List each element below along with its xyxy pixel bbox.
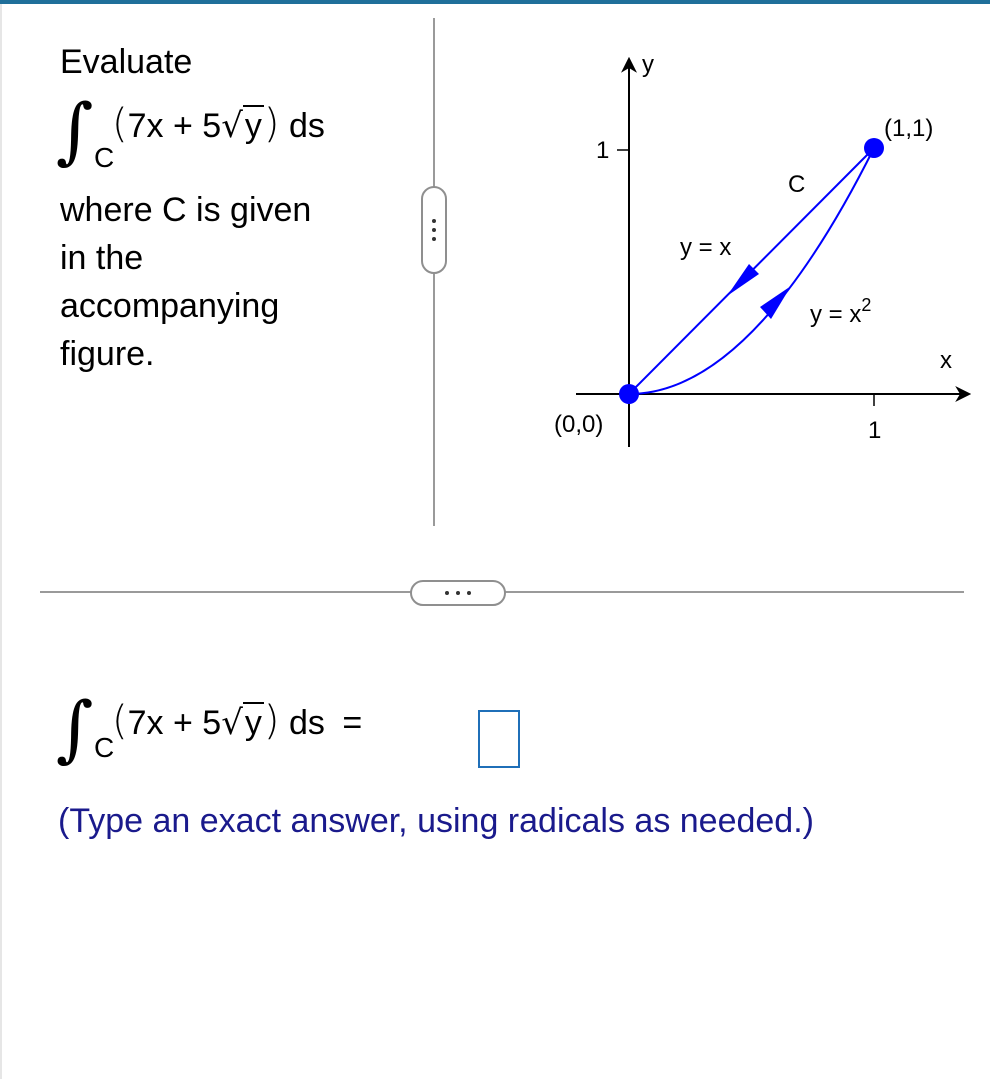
- plus-sign: +: [172, 107, 193, 145]
- term-7x: 7x: [127, 704, 164, 742]
- origin-label: (0,0): [554, 411, 604, 438]
- answer-input[interactable]: [478, 710, 520, 768]
- more-dots-icon: [432, 219, 436, 223]
- integrand: [112, 698, 362, 744]
- top-accent-bar: [0, 0, 990, 4]
- description-line: figure.: [60, 335, 155, 373]
- radicand: y: [244, 107, 262, 145]
- coef-5: 5: [202, 107, 222, 145]
- open-paren: (: [112, 101, 128, 147]
- integral-sign: ∫: [56, 686, 94, 770]
- integrand: [112, 100, 325, 150]
- parabola-label-base: y = x: [810, 301, 862, 328]
- question-panel: [56, 38, 390, 378]
- sqrt-y: [221, 102, 264, 150]
- x-tick-label: 1: [868, 417, 882, 444]
- description-line: where C is given: [60, 191, 312, 229]
- integral-subscript: C: [94, 732, 115, 763]
- horizontal-resize-handle[interactable]: [410, 580, 506, 606]
- coef-5: 5: [202, 704, 222, 742]
- differential: ds: [288, 107, 325, 145]
- radicand: y: [244, 704, 262, 742]
- answer-row: [56, 684, 660, 784]
- more-dots-icon: [432, 228, 436, 232]
- differential: ds: [288, 704, 325, 742]
- y-tick-label: 1: [596, 137, 610, 164]
- question-description: [60, 186, 390, 378]
- prompt-word: Evaluate: [60, 43, 193, 81]
- open-paren: (: [112, 698, 128, 744]
- curve-figure: [540, 40, 980, 460]
- sqrt-y: [221, 703, 264, 743]
- close-paren: ): [263, 101, 280, 147]
- plus-sign: +: [172, 704, 193, 742]
- answer-hint: (Type an exact answer, using radicals as needed.): [58, 802, 814, 840]
- more-dots-icon: [467, 591, 471, 595]
- x-axis-label: x: [940, 347, 952, 374]
- left-edge: [0, 4, 2, 1079]
- y-axis-label: y: [642, 51, 654, 78]
- origin-point: [619, 384, 639, 404]
- vertical-resize-handle[interactable]: [421, 186, 447, 274]
- line-label: y = x: [680, 234, 732, 261]
- more-dots-icon: [432, 237, 436, 241]
- more-dots-icon: [456, 591, 460, 595]
- parabola-label: [810, 295, 871, 328]
- curve-name-label: C: [788, 171, 806, 198]
- endpoint-1-1: [864, 138, 884, 158]
- parabola-label-exponent: 2: [861, 295, 872, 315]
- integral-expression: [56, 86, 390, 186]
- close-paren: ): [263, 698, 280, 744]
- term-7x: 7x: [127, 107, 164, 145]
- equals-sign: =: [342, 704, 363, 742]
- description-line: in the: [60, 239, 144, 277]
- integral-sign: ∫: [56, 88, 94, 172]
- sqrt-symbol: √: [221, 106, 243, 146]
- parabola-direction-arrow: [760, 286, 791, 319]
- description-line: accompanying: [60, 287, 280, 325]
- more-dots-icon: [445, 591, 449, 595]
- integral-subscript: C: [94, 142, 115, 173]
- point-label: (1,1): [884, 115, 934, 142]
- sqrt-symbol: √: [221, 703, 243, 743]
